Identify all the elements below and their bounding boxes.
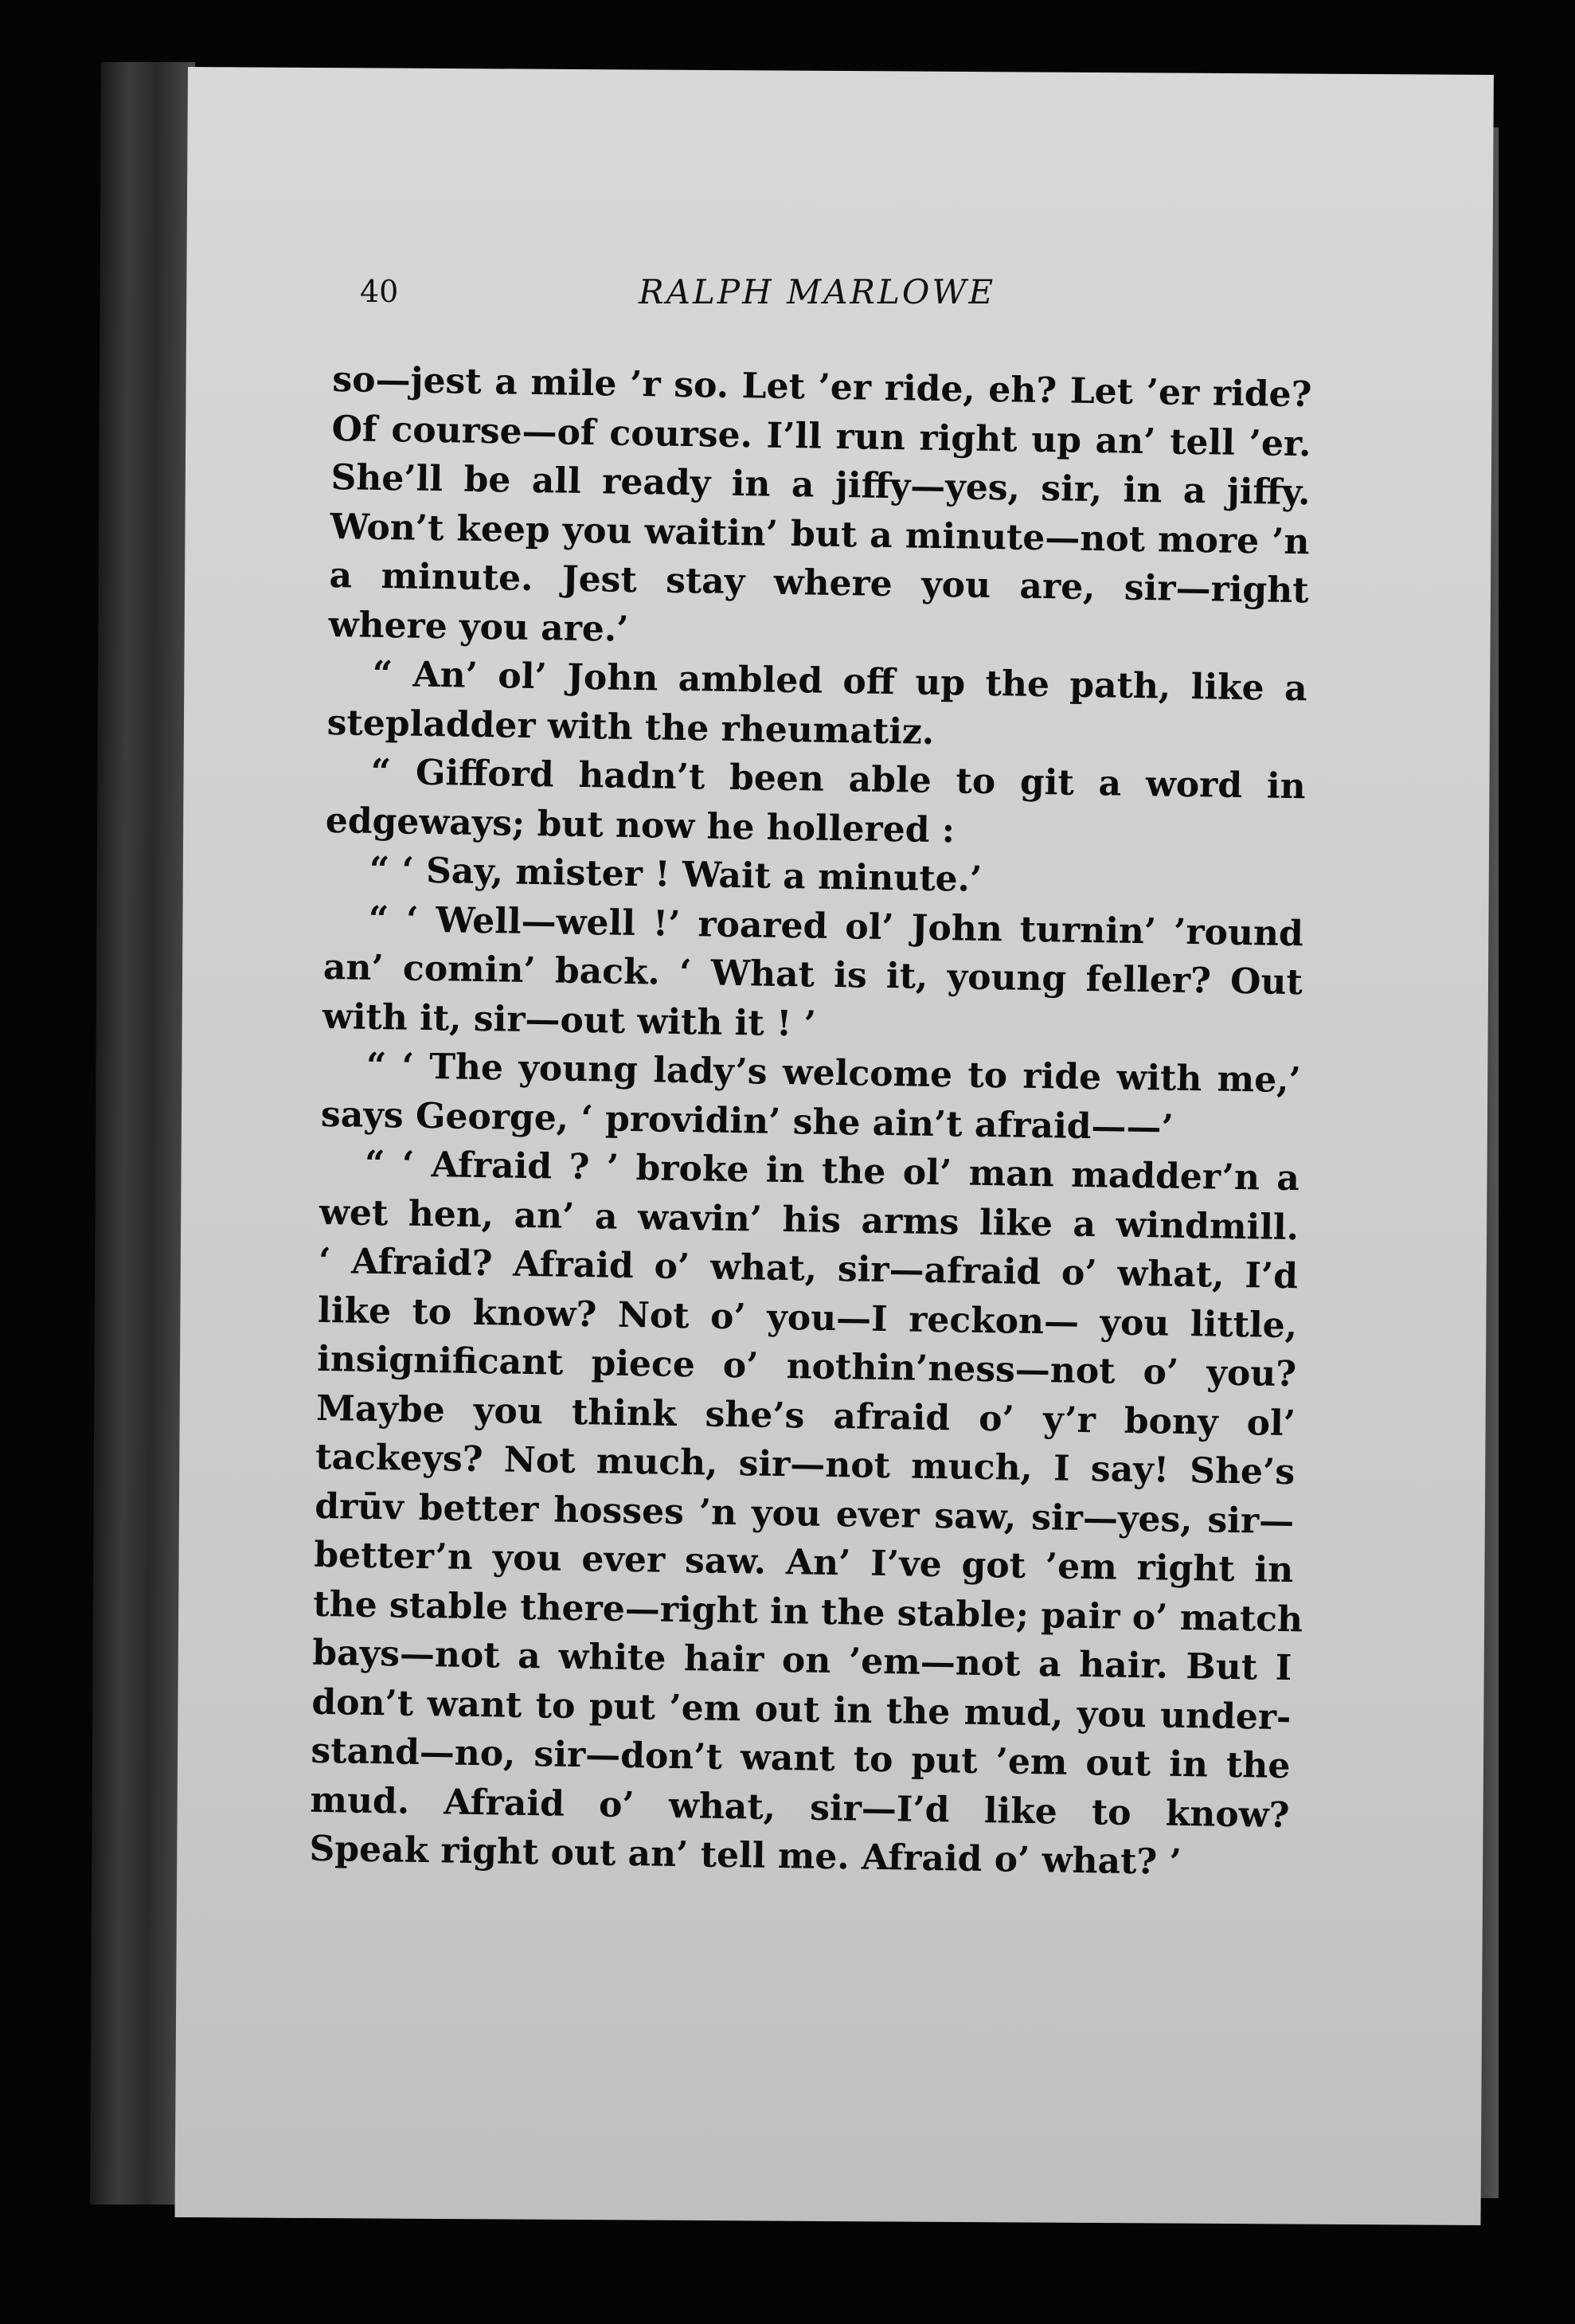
text-line: tackeys? Not much, sir—not much, I say! She’s [315,1436,1296,1493]
page-number: 40 [360,274,399,309]
text-line: insignificant piece o’ nothin’ness—not o’ you? [316,1338,1297,1395]
text-line: better’n you ever saw. An’ I’ve got ’em right in [313,1534,1294,1591]
text-line: don’t want to put ’em out in the mud, you under- [311,1681,1292,1738]
text-line: mud. Afraid o’ what, sir—I’d like to know? [310,1779,1290,1836]
text-line: the stable there—right in the stable; pair o’ match [312,1583,1303,1640]
text-line: ‘ Afraid? Afraid o’ what, sir—afraid o’ what, I’d [318,1240,1299,1297]
text-line: She’ll be all ready in a jiffy—yes, sir, in a jiffy. [330,456,1311,514]
text-line: “ ‘ The young lady’s welcome to ride with me,’ [365,1045,1302,1101]
page-header [350,266,1051,314]
text-line: Maybe you think she’s afraid o’ y’r bony ol’ [315,1387,1296,1444]
text-line: “ An’ ol’ John ambled off up the path, like a [372,653,1307,710]
text-line: like to know? Not o’ you—I reckon— you little, [317,1289,1298,1346]
text-line: where you are.’ [328,604,629,650]
text-line: edgeways; but now he hollered : [325,800,956,851]
text-line: “ Gifford hadn’t been able to git a word in [370,751,1307,808]
text-line: stand—no, sir—don’t want to put ’em out in the [311,1730,1291,1787]
text-line: stepladder with the rheumatiz. [326,702,935,753]
text-line: an’ comin’ back. ‘ What is it, young feller? Out [322,946,1303,1004]
text-line: Speak right out an’ tell me. Afraid o’ what? ’ [309,1828,1182,1883]
text-line: bays—not a white hair on ’em—not a hair. But I [312,1632,1292,1689]
text-line: drūv better hosses ’n you ever saw, sir—yes, sir— [314,1485,1295,1542]
body-text [309,355,1312,1889]
text-line: “ ‘ Well—well !’ roared ol’ John turnin’ ’round [368,898,1304,954]
text-line: Won’t keep you waitin’ but a minute—not more ’n [330,506,1310,562]
running-head: RALPH MARLOWE [639,272,996,311]
text-line: “ ‘ Say, mister ! Wait a minute.’ [369,849,983,900]
text-line: says George, ‘ providin’ she ain’t afraid——’ [320,1094,1174,1148]
text-line: a minute. Jest stay where you are, sir—right [329,554,1309,612]
text-line: so—jest a mile ’r so. Let ’er ride, eh? Let ’er ride? [332,358,1312,416]
text-line: Of course—of course. I’ll run right up an’ tell ’er. [331,408,1311,464]
text-line: wet hen, an’ a wavin’ his arms like a windmill. [319,1191,1299,1248]
text-line: “ ‘ Afraid ? ’ broke in the ol’ man madder’n a [364,1143,1300,1199]
text-line: with it, sir—out with it ! ’ [322,996,817,1045]
